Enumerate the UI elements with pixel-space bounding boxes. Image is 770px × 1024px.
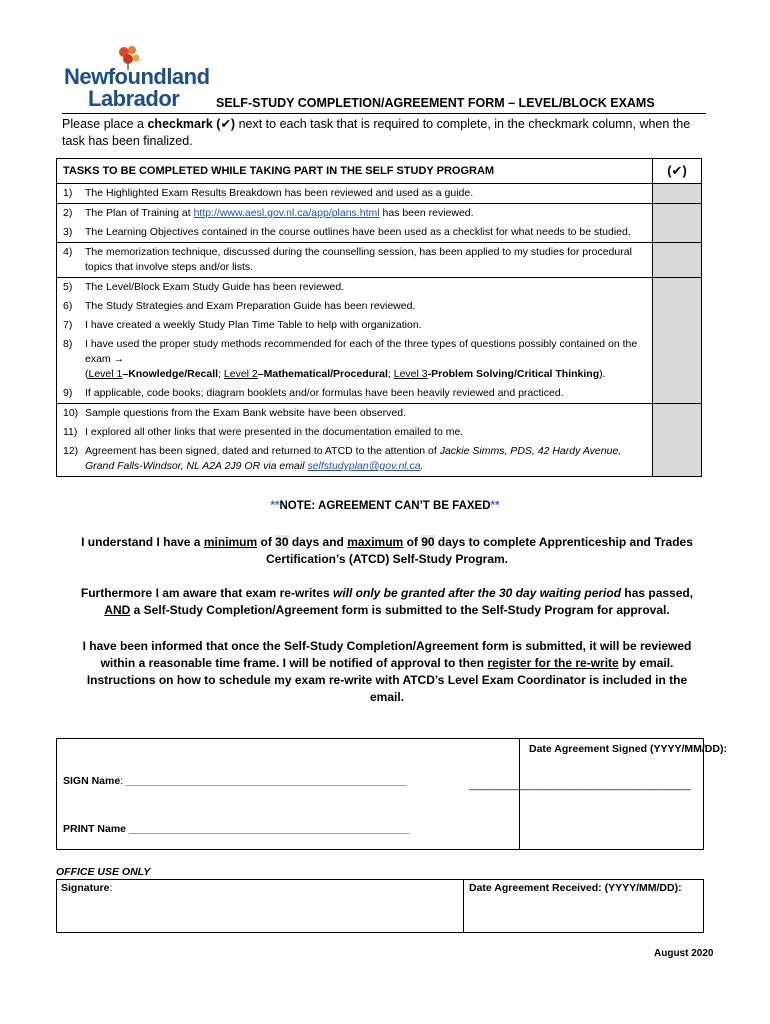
signature-box bbox=[56, 738, 727, 850]
checkmark-cell[interactable] bbox=[653, 278, 702, 404]
table-header-row bbox=[57, 159, 702, 184]
approval-paragraph: I have been informed that once the Self-Study Completion/Agreement form is submitted, it will be reviewed within a reasonable time frame. I will be notified of approval to then register for the re-write by email. Instructions on how to schedule my exam re-write with ATCD’s Level Exam Coordinator is included in the email. bbox=[82, 639, 692, 704]
form-title: SELF-STUDY COMPLETION/AGREEMENT FORM – LEVEL/BLOCK EXAMS bbox=[216, 96, 655, 110]
task-2: 2) The Plan of Training at http://www.aesl.gov.nl.ca/app/plans.html has been reviewed. bbox=[63, 207, 474, 219]
office-use-heading: OFFICE USE ONLY bbox=[56, 866, 151, 878]
task-7: 7) I have created a weekly Study Plan Time Table to help with organization. bbox=[63, 319, 422, 331]
date-signed-field[interactable]: ______________________________________ bbox=[469, 779, 691, 791]
sign-name-field[interactable]: SIGN Name: ________________________________________________ bbox=[63, 775, 407, 787]
checkmark-column-header: (✔) bbox=[653, 159, 702, 184]
date-signed-label: Date Agreement Signed (YYYY/MM/DD): bbox=[529, 743, 727, 755]
print-name-field[interactable]: PRINT Name ________________________________________________ bbox=[63, 823, 410, 835]
checkmark-cell[interactable] bbox=[653, 243, 702, 278]
tasks-header: TASKS TO BE COMPLETED WHILE TAKING PART IN THE SELF STUDY PROGRAM bbox=[57, 159, 653, 184]
task-9: 9) If applicable, code books; diagram booklets and/or formulas have been heavily reviewed and practiced. bbox=[63, 387, 564, 399]
task-5: 5) The Level/Block Exam Study Guide has been reviewed. bbox=[63, 281, 345, 293]
task-12: 12) Agreement has been signed, dated and returned to ATCD to the attention of Jackie Simms, PDS, 42 Hardy Avenue, Grand Falls-Windsor, NL A2A 2J9 OR via email selfstudyplan@gov.nl.ca. bbox=[63, 445, 622, 472]
logo-line-2: Labrador bbox=[88, 86, 180, 111]
task-6: 6) The Study Strategies and Exam Preparation Guide has been reviewed. bbox=[63, 300, 416, 312]
table-row bbox=[57, 404, 702, 477]
signature-box-divider bbox=[519, 739, 520, 849]
checkmark-cell[interactable] bbox=[653, 404, 702, 477]
newfoundland-labrador-logo bbox=[62, 44, 210, 114]
plan-of-training-link[interactable]: http://www.aesl.gov.nl.ca/app/plans.html bbox=[193, 207, 380, 219]
title-underline bbox=[62, 113, 706, 114]
time-limit-paragraph: I understand I have a minimum of 30 days and maximum of 90 days to complete Apprenticeship and Trades Certification’s (ATCD) Self-Study Program. bbox=[81, 535, 693, 566]
task-11: 11) I explored all other links that were presented in the documentation emailed to me. bbox=[63, 426, 464, 438]
task-1: 1) The Highlighted Exam Results Breakdown has been reviewed and used as a guide. bbox=[63, 187, 474, 199]
no-fax-note: **NOTE: AGREEMENT CAN’T BE FAXED** bbox=[270, 500, 500, 512]
table-row bbox=[57, 278, 702, 404]
checkmark-cell[interactable] bbox=[653, 184, 702, 204]
table-row bbox=[57, 204, 702, 243]
task-4: 4) The memorization technique, discussed during the counselling session, has been applied to my studies for procedural topics that involve steps and/or lists. bbox=[63, 246, 632, 273]
office-date-received-field[interactable]: Date Agreement Received: (YYYY/MM/DD): bbox=[469, 882, 682, 894]
task-8: 8) I have used the proper study methods recommended for each of the three types of questions possibly contained on the exam → (Level 1–Knowledge/Recall; Level 2–Mathematical/Procedural; Level 3-Problem Solving/Critical Thinking). bbox=[63, 338, 638, 380]
office-box-divider bbox=[463, 880, 464, 932]
table-row bbox=[57, 243, 702, 278]
office-signature-field[interactable]: Signature: bbox=[61, 882, 113, 894]
logo-line-1: Newfoundland bbox=[64, 64, 210, 89]
task-10: 10) Sample questions from the Exam Bank website have been observed. bbox=[63, 407, 407, 419]
tasks-table bbox=[56, 158, 702, 477]
email-link[interactable]: selfstudyplan@gov.nl.ca bbox=[307, 460, 421, 472]
rewrite-paragraph: Furthermore I am aware that exam re-writes will only be granted after the 30 day waiting period has passed, AND a Self-Study Completion/Agreement form is submitted to the Self-Study Program for approval. bbox=[80, 586, 694, 617]
task-3: 3) The Learning Objectives contained in the course outlines have been used as a checklist for what needs to be studied. bbox=[63, 226, 631, 238]
footer-date: August 2020 bbox=[654, 948, 714, 959]
office-use-box bbox=[56, 879, 704, 933]
intro-instructions: Please place a checkmark (✔) next to each task that is required to complete, in the checkmark column, when the task has been finalized. bbox=[62, 117, 691, 148]
checkmark-cell[interactable] bbox=[653, 204, 702, 243]
table-row bbox=[57, 184, 702, 204]
